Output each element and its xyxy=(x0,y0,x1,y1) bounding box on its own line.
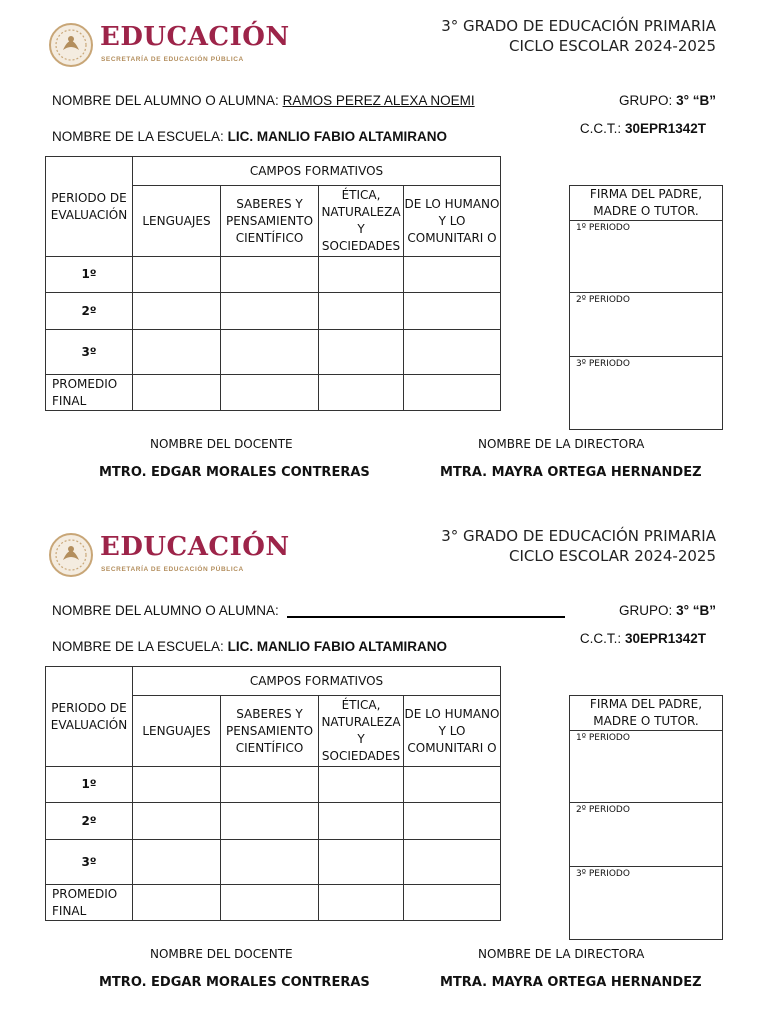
school-line xyxy=(52,129,447,144)
school-cycle: CICLO ESCOLAR 2024-2025 xyxy=(509,37,716,55)
grade-cell[interactable] xyxy=(404,840,501,885)
grade-cell[interactable] xyxy=(221,330,319,375)
grade-cell[interactable] xyxy=(133,803,221,840)
column-header: ÉTICA, NATURALEZA Y SOCIEDADES xyxy=(319,696,404,767)
school-cycle: CICLO ESCOLAR 2024-2025 xyxy=(509,547,716,565)
grades-table xyxy=(45,666,501,921)
mexico-seal-icon xyxy=(48,22,94,68)
campos-header: CAMPOS FORMATIVOS xyxy=(133,157,501,186)
logo-subtitle: SECRETARÍA DE EDUCACIÓN PÚBLICA xyxy=(101,56,244,63)
teacher-caption: NOMBRE DEL DOCENTE xyxy=(150,437,293,451)
column-header: SABERES Y PENSAMIENTO CIENTÍFICO xyxy=(221,696,319,767)
parent-signature-box xyxy=(569,695,723,940)
signature-slot[interactable] xyxy=(570,357,722,429)
cct-line xyxy=(580,121,706,136)
period-header: PERIODO DE EVALUACIÓN xyxy=(46,157,133,257)
student-label: NOMBRE DEL ALUMNO O ALUMNA: xyxy=(52,93,279,108)
school-label: NOMBRE DE LA ESCUELA: xyxy=(52,129,224,144)
school-value: LIC. MANLIO FABIO ALTAMIRANO xyxy=(227,129,448,144)
column-header: DE LO HUMANO Y LO COMUNITARI O xyxy=(404,186,501,257)
column-header: ÉTICA, NATURALEZA Y SOCIEDADES xyxy=(319,186,404,257)
period-row-label: 2º xyxy=(46,803,133,840)
column-header: LENGUAJES xyxy=(133,186,221,257)
grade-cell[interactable] xyxy=(133,767,221,803)
cct-label: C.C.T.: xyxy=(579,631,622,646)
signature-slot[interactable] xyxy=(570,221,722,293)
grade-title: 3° GRADO DE EDUCACIÓN PRIMARIA xyxy=(441,527,716,545)
grade-cell[interactable] xyxy=(133,885,221,921)
signature-slot[interactable] xyxy=(570,293,722,357)
director-caption: NOMBRE DE LA DIRECTORA xyxy=(478,437,645,451)
teacher-name: MTRO. EDGAR MORALES CONTRERAS xyxy=(99,465,370,480)
period-row-label: 1º xyxy=(46,767,133,803)
grade-cell[interactable] xyxy=(221,803,319,840)
cct-value: 30EPR1342T xyxy=(624,631,706,646)
grade-cell[interactable] xyxy=(319,767,404,803)
signature-slot-label: 1º PERIODO xyxy=(576,733,630,743)
cct-label: C.C.T.: xyxy=(579,121,622,136)
grade-cell[interactable] xyxy=(404,293,501,330)
grade-cell[interactable] xyxy=(404,330,501,375)
final-average-label: PROMEDIO FINAL xyxy=(46,375,133,411)
signature-slot[interactable] xyxy=(570,731,722,803)
logo-title: EDUCACIÓN xyxy=(100,532,290,562)
signature-slot-label: 2º PERIODO xyxy=(576,805,630,815)
group-line xyxy=(619,603,716,618)
student-line xyxy=(52,603,565,618)
signature-slot-label: 3º PERIODO xyxy=(576,869,630,879)
grade-cell[interactable] xyxy=(221,885,319,921)
student-label: NOMBRE DEL ALUMNO O ALUMNA: xyxy=(52,603,279,618)
group-line xyxy=(619,93,716,108)
grade-cell[interactable] xyxy=(404,257,501,293)
grade-cell[interactable] xyxy=(221,767,319,803)
group-label: GRUPO: xyxy=(619,603,673,618)
period-row-label: 3º xyxy=(46,330,133,375)
period-row-label: 3º xyxy=(46,840,133,885)
grade-cell[interactable] xyxy=(221,840,319,885)
grade-cell[interactable] xyxy=(319,293,404,330)
grade-cell[interactable] xyxy=(319,803,404,840)
grade-cell[interactable] xyxy=(221,257,319,293)
grade-title: 3° GRADO DE EDUCACIÓN PRIMARIA xyxy=(441,17,716,35)
signature-header: FIRMA DEL PADRE, MADRE O TUTOR. xyxy=(570,696,722,731)
grade-cell[interactable] xyxy=(404,885,501,921)
signature-slot[interactable] xyxy=(570,803,722,867)
grade-cell[interactable] xyxy=(133,257,221,293)
cct-value: 30EPR1342T xyxy=(624,121,706,136)
group-value: 3° “B” xyxy=(676,93,716,108)
grade-cell[interactable] xyxy=(404,803,501,840)
signature-slot-label: 2º PERIODO xyxy=(576,295,630,305)
group-label: GRUPO: xyxy=(619,93,673,108)
parent-signature-box xyxy=(569,185,723,430)
signature-slot-label: 3º PERIODO xyxy=(576,359,630,369)
mexico-seal-icon xyxy=(48,532,94,578)
cct-line xyxy=(580,631,706,646)
grade-cell[interactable] xyxy=(221,293,319,330)
signature-slot[interactable] xyxy=(570,867,722,939)
period-row-label: 2º xyxy=(46,293,133,330)
school-line xyxy=(52,639,447,654)
director-caption: NOMBRE DE LA DIRECTORA xyxy=(478,947,645,961)
grade-cell[interactable] xyxy=(319,375,404,411)
grade-cell[interactable] xyxy=(319,257,404,293)
grade-cell[interactable] xyxy=(133,840,221,885)
student-name-blank[interactable] xyxy=(287,603,565,618)
column-header: SABERES Y PENSAMIENTO CIENTÍFICO xyxy=(221,186,319,257)
student-line xyxy=(52,93,475,108)
period-row-label: 1º xyxy=(46,257,133,293)
column-header: LENGUAJES xyxy=(133,696,221,767)
teacher-caption: NOMBRE DEL DOCENTE xyxy=(150,947,293,961)
grade-cell[interactable] xyxy=(319,330,404,375)
report-card-2 xyxy=(0,510,768,1010)
grade-cell[interactable] xyxy=(133,293,221,330)
period-header: PERIODO DE EVALUACIÓN xyxy=(46,667,133,767)
logo-title: EDUCACIÓN xyxy=(100,22,290,52)
sep-logo xyxy=(48,530,288,582)
signature-slot-label: 1º PERIODO xyxy=(576,223,630,233)
campos-header: CAMPOS FORMATIVOS xyxy=(133,667,501,696)
director-name: MTRA. MAYRA ORTEGA HERNANDEZ xyxy=(440,975,702,990)
grades-table xyxy=(45,156,501,411)
director-name: MTRA. MAYRA ORTEGA HERNANDEZ xyxy=(440,465,702,480)
grade-cell[interactable] xyxy=(319,885,404,921)
sep-logo xyxy=(48,20,288,72)
grade-cell[interactable] xyxy=(133,375,221,411)
teacher-name: MTRO. EDGAR MORALES CONTRERAS xyxy=(99,975,370,990)
grade-cell[interactable] xyxy=(319,840,404,885)
signature-header: FIRMA DEL PADRE, MADRE O TUTOR. xyxy=(570,186,722,221)
grade-cell[interactable] xyxy=(404,767,501,803)
grade-cell[interactable] xyxy=(133,330,221,375)
student-name[interactable]: RAMOS PEREZ ALEXA NOEMI xyxy=(282,93,475,108)
logo-subtitle: SECRETARÍA DE EDUCACIÓN PÚBLICA xyxy=(101,566,244,573)
school-value: LIC. MANLIO FABIO ALTAMIRANO xyxy=(227,639,448,654)
column-header: DE LO HUMANO Y LO COMUNITARI O xyxy=(404,696,501,767)
group-value: 3° “B” xyxy=(676,603,716,618)
grade-cell[interactable] xyxy=(404,375,501,411)
grade-cell[interactable] xyxy=(221,375,319,411)
report-card-1 xyxy=(0,0,768,500)
school-label: NOMBRE DE LA ESCUELA: xyxy=(52,639,224,654)
final-average-label: PROMEDIO FINAL xyxy=(46,885,133,921)
